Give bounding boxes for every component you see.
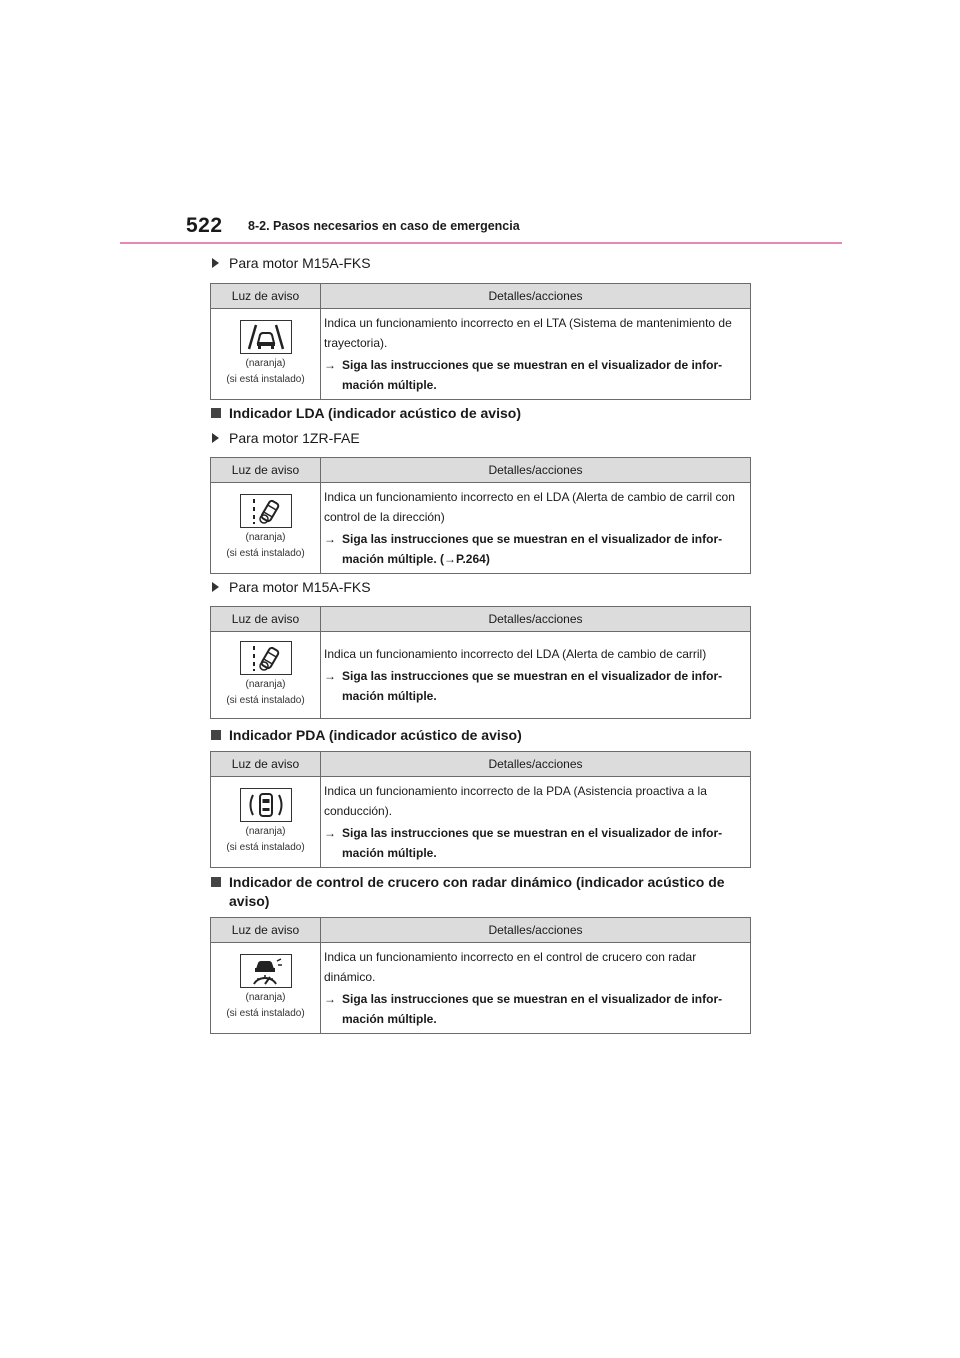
square-bullet-icon [211, 408, 221, 418]
engine-subheading [212, 430, 360, 446]
warning-table-radar-cruise [210, 917, 751, 1034]
color-caption: (naranja) [245, 358, 286, 369]
engine-subheading-label: Para motor M15A-FKS [229, 255, 371, 271]
section-heading-lda [211, 404, 751, 423]
section-heading-label: Indicador PDA (indicador acústico de aviso) [229, 727, 522, 743]
action-text: Siga las instrucciones que se muestran en el visualizador de infor-mación múltiple. [342, 358, 723, 392]
action-text: Siga las instrucciones que se muestran en el visualizador de infor-mación múltiple. (→P.264) [342, 532, 723, 566]
details-cell [321, 483, 751, 574]
section-heading-pda [211, 726, 751, 745]
details-cell [321, 309, 751, 400]
arrow-icon: → [324, 669, 336, 683]
lta-lane-car-icon [240, 320, 292, 354]
install-caption: (si está instalado) [226, 1008, 305, 1019]
col-header-light: Luz de aviso [211, 284, 321, 309]
details-description: Indica un funcionamiento incorrecto del LDA (Alerta de cambio de carril) [324, 647, 707, 661]
install-caption: (si está instalado) [226, 548, 305, 559]
arrow-icon: → [324, 532, 336, 546]
arrow-icon: → [324, 358, 336, 372]
warning-light-cell [211, 777, 321, 868]
install-caption: (si está instalado) [226, 842, 305, 853]
warning-table-lda-m15a [210, 606, 751, 719]
warning-light-cell [211, 483, 321, 574]
warning-light-cell [211, 309, 321, 400]
action-step [324, 355, 747, 395]
square-bullet-icon [211, 730, 221, 740]
square-bullet-icon [211, 877, 221, 887]
action-text: Siga las instrucciones que se muestran en el visualizador de infor-mación múltiple. [342, 669, 723, 703]
details-description: Indica un funcionamiento incorrecto en el LDA (Alerta de cambio de carril con control de la dirección) [324, 490, 735, 524]
col-header-light: Luz de aviso [211, 607, 321, 632]
warning-table-pda [210, 751, 751, 868]
arrow-icon: → [324, 992, 336, 1006]
col-header-light: Luz de aviso [211, 918, 321, 943]
triangle-bullet-icon [212, 258, 219, 268]
col-header-details: Detalles/acciones [321, 918, 751, 943]
color-caption: (naranja) [245, 532, 286, 543]
engine-subheading [212, 579, 371, 595]
details-cell [321, 943, 751, 1034]
arrow-icon: → [324, 826, 336, 840]
details-description: Indica un funcionamiento incorrecto en el LTA (Sistema de mantenimiento de trayectoria). [324, 316, 732, 350]
section-heading-label: Indicador de control de crucero con radar dinámico (indicador acústico de aviso) [229, 874, 725, 909]
col-header-details: Detalles/acciones [321, 284, 751, 309]
color-caption: (naranja) [245, 992, 286, 1003]
details-cell [321, 632, 751, 719]
page-number: 522 [186, 214, 223, 237]
warning-light-cell [211, 943, 321, 1034]
action-step [324, 666, 747, 706]
warning-table-lta [210, 283, 751, 400]
color-caption: (naranja) [245, 679, 286, 690]
color-caption: (naranja) [245, 826, 286, 837]
col-header-light: Luz de aviso [211, 752, 321, 777]
triangle-bullet-icon [212, 433, 219, 443]
action-step [324, 989, 747, 1029]
radar-cruise-icon [240, 954, 292, 988]
details-description: Indica un funcionamiento incorrecto en el control de crucero con radar dinámico. [324, 950, 697, 984]
action-step [324, 529, 747, 569]
install-caption: (si está instalado) [226, 374, 305, 385]
pda-car-icon [240, 788, 292, 822]
details-description: Indica un funcionamiento incorrecto de la PDA (Asistencia proactiva a la conducción). [324, 784, 707, 818]
action-text: Siga las instrucciones que se muestran en el visualizador de infor-mación múltiple. [342, 826, 723, 860]
details-cell [321, 777, 751, 868]
lda-steering-icon [240, 494, 292, 528]
col-header-details: Detalles/acciones [321, 607, 751, 632]
col-header-details: Detalles/acciones [321, 752, 751, 777]
install-caption: (si está instalado) [226, 695, 305, 706]
action-text: Siga las instrucciones que se muestran en el visualizador de infor-mación múltiple. [342, 992, 723, 1026]
engine-subheading-label: Para motor M15A-FKS [229, 579, 371, 595]
col-header-details: Detalles/acciones [321, 458, 751, 483]
col-header-light: Luz de aviso [211, 458, 321, 483]
warning-table-lda-1zr [210, 457, 751, 574]
warning-light-cell [211, 632, 321, 719]
lda-steering-icon [240, 641, 292, 675]
engine-subheading [212, 255, 371, 271]
section-title: 8-2. Pasos necesarios en caso de emergencia [248, 219, 520, 233]
header-rule [120, 242, 842, 244]
action-step [324, 823, 747, 863]
section-heading-label: Indicador LDA (indicador acústico de aviso) [229, 405, 521, 421]
triangle-bullet-icon [212, 582, 219, 592]
engine-subheading-label: Para motor 1ZR-FAE [229, 430, 360, 446]
section-heading-radar-cruise [211, 873, 751, 911]
